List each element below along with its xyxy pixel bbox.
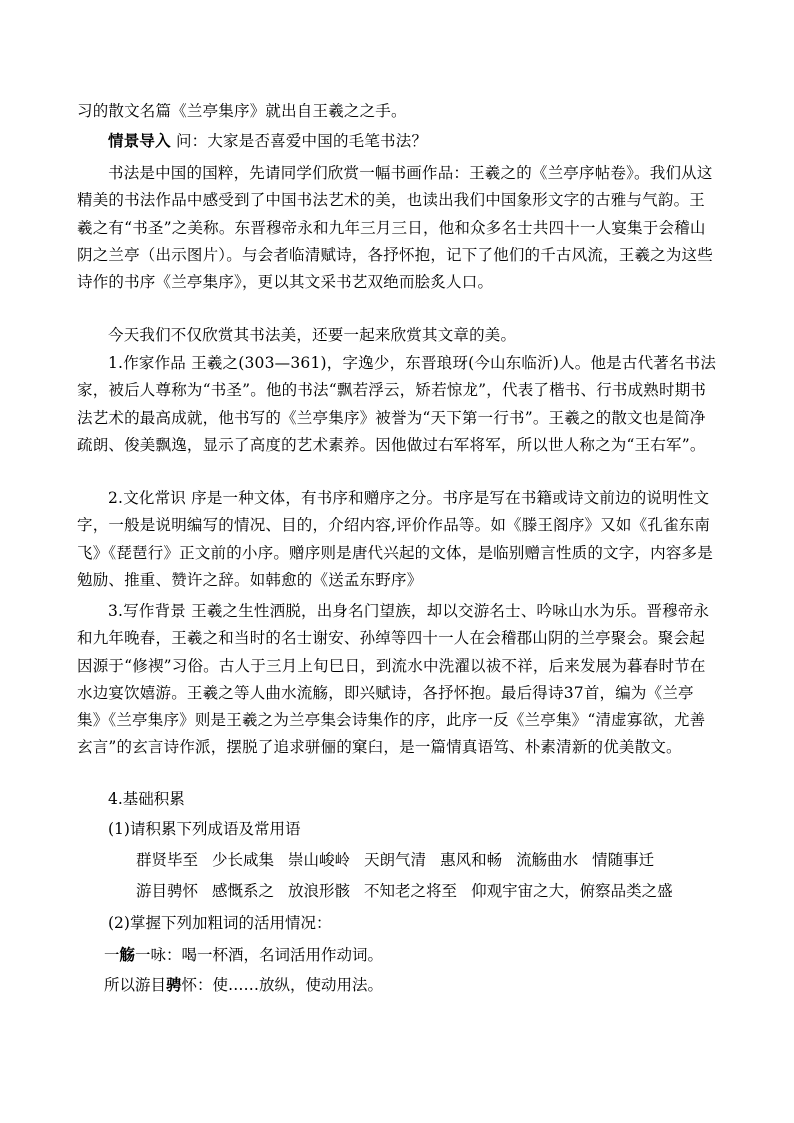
subheading-word-usage: (2)掌握下列加粗词的活用情况： <box>108 914 332 932</box>
paragraph-background: 3.写作背景 王羲之生性洒脱，出身名门望族，却以交游名士、吟咏山水为乐。晋穆帝永和九年晚春，王羲之和当时的名士谢安、孙绰等四十一人在会稽郡山阴的兰亭聚会。聚会起因源于“修禊”习俗。古人于三月上旬巳日，到流水中洗濯以祓不祥，后来发展为暮春时节在水边宴饮嬉游。王羲之等人曲水流觞，即兴赋诗，各抒怀抱。最后得诗37首，编为《兰亭集》《兰亭集序》则是王羲之为兰亭集会诗集作的序，此序一反《兰亭集》“清虚寡欲，尤善玄言”的玄言诗作派，摆脱了追求骈俪的窠臼，是一篇情真语笃、朴素清新的优美散文。 <box>77 602 710 757</box>
word-usage-example-2 <box>104 971 383 999</box>
subheading-idioms: (1)请积累下列成语及常用语 <box>108 820 301 838</box>
paragraph-scene-intro <box>77 127 717 155</box>
paragraph-calligraphy: 书法是中国的国粹，先请同学们欣赏一幅书画作品：王羲之的《兰亭序帖卷》。我们从这精美的书法作品中感受到了中国书法艺术的美，也读出我们中国象形文字的古雅与气韵。王羲之有“书圣”之美称。东晋穆帝永和九年三月三日，他和众多名士共四十一人宴集于会稽山阴之兰亭（出示图片）。与会者临清赋诗，各抒怀抱，记下了他们的千古风流，王羲之为这些诗作的书序《兰亭集序》，更以其文采书艺双绝而脍炙人口。 <box>77 164 713 292</box>
idiom: 流觞曲水 <box>516 851 579 869</box>
paragraph-today: 今天我们不仅欣赏其书法美，还要一起来欣赏其文章的美。 <box>108 326 517 344</box>
idiom: 放浪形骸 <box>288 882 351 900</box>
paragraph-intro-tail: 习的散文名篇《兰亭集序》就出自王羲之之手。 <box>77 102 407 120</box>
idiom: 不知老之将至 <box>364 882 458 900</box>
idiom: 惠风和畅 <box>440 851 503 869</box>
example-text: 一 <box>104 946 120 964</box>
example-text: 所以游目 <box>104 976 167 994</box>
idioms-row-2 <box>136 878 673 905</box>
idioms-row-1 <box>136 847 654 874</box>
word-usage-example-1 <box>104 941 383 969</box>
example-text: 怀：使……放纵，使动用法。 <box>181 976 384 994</box>
idiom: 感慨系之 <box>212 882 275 900</box>
idiom: 少长咸集 <box>212 851 275 869</box>
bold-word: 觞 <box>119 945 136 964</box>
paragraph-culture-knowledge: 2.文化常识 序是一种文体，有书序和赠序之分。书序是写在书籍或诗文前边的说明性文字，一般是说明编写的情况、目的，介绍内容,评价作品等。如《滕王阁序》又如《孔雀东南飞》《琵琶行》正文前的小序。赠序则是唐代兴起的文体，是临别赠言性质的文字，内容多是勉励、推重、赞许之辞。如韩愈的《送孟东野序》 <box>77 489 713 589</box>
idiom: 天朗气清 <box>364 851 427 869</box>
scene-intro-question: 问：大家是否喜爱中国的毛笔书法？ <box>170 132 428 150</box>
scene-intro-label: 情景导入 <box>108 131 171 150</box>
example-text: 一咏：喝一杯酒，名词活用作动词。 <box>135 946 384 964</box>
heading-basic-accumulation: 4.基础积累 <box>108 790 185 808</box>
idiom: 情随事迁 <box>592 851 655 869</box>
idiom: 群贤毕至 <box>136 851 199 869</box>
idiom: 游目骋怀 <box>136 882 199 900</box>
idiom: 崇山峻岭 <box>288 851 351 869</box>
bold-word: 骋 <box>166 975 182 994</box>
paragraph-author-works: 1.作家作品 王羲之(303—361)，字逸少，东晋琅玡(今山东临沂)人。他是古代著名书法家，被后人尊称为“书圣”。他的书法“飘若浮云，矫若惊龙”，代表了楷书、行书成熟时期书法艺术的最高成就，他书写的《兰亭集序》被誉为“天下第一行书”。王羲之的散文也是简净疏朗、俊美飘逸，显示了高度的艺术素养。因他做过右军将军，所以世人称之为“王右军”。 <box>77 354 717 454</box>
idiom: 仰观宇宙之大，俯察品类之盛 <box>471 882 673 900</box>
